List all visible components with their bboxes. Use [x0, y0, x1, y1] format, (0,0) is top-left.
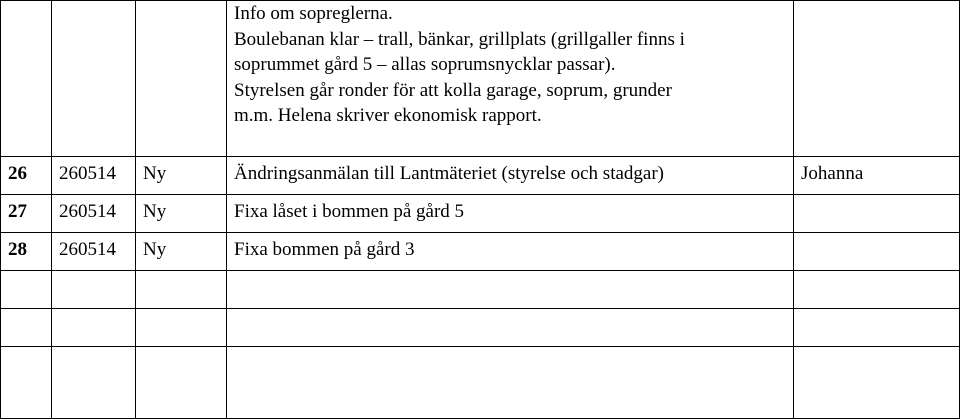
status-cell	[136, 347, 227, 419]
table-row	[1, 347, 960, 419]
item-number-cell: 26	[1, 157, 52, 195]
description-cell: Ändringsanmälan till Lantmäteriet (styrelse och stadgar)	[227, 157, 794, 195]
description-cell: Fixa bommen på gård 3	[227, 233, 794, 271]
table-row	[1, 157, 960, 195]
item-number-cell	[1, 271, 52, 309]
date-cell	[52, 309, 136, 347]
item-number-cell	[1, 347, 52, 419]
status-cell	[136, 309, 227, 347]
description-line: Boulebanan klar – trall, bänkar, grillplats (grillgaller finns i	[234, 28, 685, 50]
description-line: Styrelsen går ronder för att kolla garage, soprum, grunder	[234, 79, 672, 101]
table-row	[1, 309, 960, 347]
description-cell	[227, 347, 794, 419]
description-cell: Fixa låset i bommen på gård 5	[227, 195, 794, 233]
description-cell	[227, 309, 794, 347]
description-line: Info om sopreglerna.	[234, 3, 393, 24]
status-cell	[136, 1, 227, 157]
table-row	[1, 271, 960, 309]
date-cell	[52, 347, 136, 419]
status-cell	[136, 271, 227, 309]
date-cell	[52, 1, 136, 157]
description-line: m.m. Helena skriver ekonomisk rapport.	[234, 105, 542, 126]
table-row	[1, 195, 960, 233]
responsible-cell	[794, 195, 960, 233]
status-cell: Ny	[136, 233, 227, 271]
responsible-cell: Johanna	[794, 157, 960, 195]
description-cell	[227, 1, 794, 157]
item-number-cell: 27	[1, 195, 52, 233]
responsible-cell	[794, 271, 960, 309]
date-cell	[52, 271, 136, 309]
table-row	[1, 233, 960, 271]
status-cell: Ny	[136, 157, 227, 195]
date-cell: 260514	[52, 233, 136, 271]
responsible-cell	[794, 309, 960, 347]
item-number-cell: 28	[1, 233, 52, 271]
responsible-cell	[794, 347, 960, 419]
table-row	[1, 1, 960, 157]
item-number-cell	[1, 1, 52, 157]
description-cell	[227, 271, 794, 309]
status-cell: Ny	[136, 195, 227, 233]
description-line: soprummet gård 5 – allas soprumsnycklar passar).	[234, 54, 616, 75]
date-cell: 260514	[52, 157, 136, 195]
responsible-cell	[794, 1, 960, 157]
item-number-cell	[1, 309, 52, 347]
responsible-cell	[794, 233, 960, 271]
date-cell: 260514	[52, 195, 136, 233]
